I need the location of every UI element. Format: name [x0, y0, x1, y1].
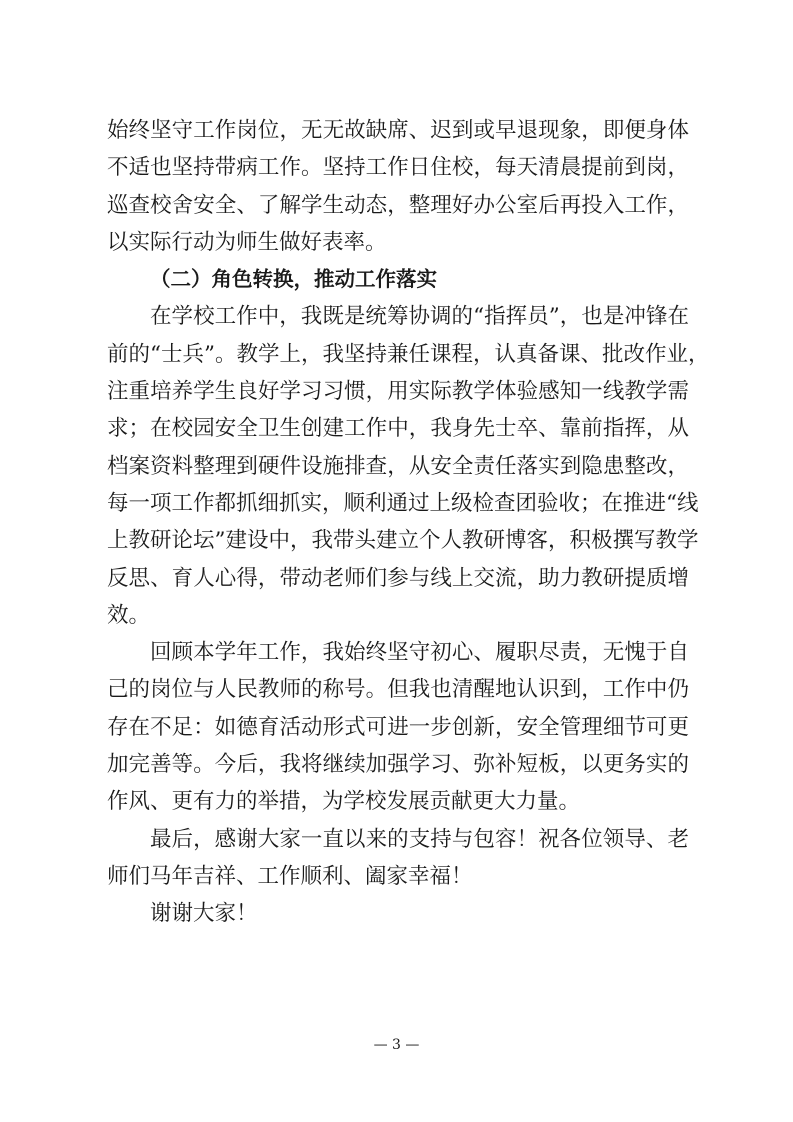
closing-line: 谢谢大家！: [150, 901, 258, 927]
text-line: 己的岗位与人民教师的称号。但我也清醒地认识到，工作中仍: [107, 677, 689, 703]
text-line: 效。: [107, 602, 151, 628]
text-line: 回顾本学年工作，我始终坚守初心、履职尽责，无愧于自: [150, 640, 689, 666]
text-line: 不适也坚持带病工作。坚持工作日住校，每天清晨提前到岗，: [107, 155, 689, 181]
paragraph-work-attendance: [107, 112, 689, 261]
text-line: 师们马年吉祥、工作顺利、阖家幸福！: [107, 863, 473, 889]
text-line: 前的“士兵”。教学上，我坚持兼任课程，认真备课、批改作业，: [107, 341, 710, 367]
text-line: 求；在校园安全卫生创建工作中，我身先士卒、靠前指挥，从: [107, 416, 689, 442]
text-line: 始终坚守工作岗位，无无故缺席、迟到或早退现象，即便身体: [107, 118, 689, 143]
paragraph-review: [107, 634, 689, 820]
paragraph-school-work: [107, 298, 710, 634]
text-line: 上教研论坛”建设中，我带头建立个人教研博客，积极撰写教学: [107, 528, 699, 554]
text-line: 作风、更有力的举措，为学校发展贡献更大力量。: [107, 789, 581, 815]
text-line: 存在不足：如德育活动形式可进一步创新，安全管理细节可更: [107, 714, 689, 740]
text-line: 在学校工作中，我既是统筹协调的“指挥员”，也是冲锋在: [150, 304, 689, 330]
text-line: 加完善等。今后，我将继续加强学习、弥补短板，以更务实的: [107, 752, 689, 778]
text-line: 注重培养学生良好学习习惯，用实际教学体验感知一线教学需: [107, 379, 689, 405]
text-line: 档案资料整理到硬件设施排查，从安全责任落实到隐患整改，: [107, 453, 689, 479]
text-line: 最后，感谢大家一直以来的支持与包容！祝各位领导、老: [150, 826, 689, 852]
page-number: — 3 —: [373, 1037, 420, 1053]
document-body: [107, 112, 710, 933]
paragraph-thanks: [107, 821, 689, 896]
text-line: 每一项工作都抓细抓实，顺利通过上级检查团验收；在推进“线: [107, 490, 699, 516]
section-heading-role-change: （二）角色转换，推动工作落实: [150, 267, 437, 292]
text-line: 反思、育人心得，带动老师们参与线上交流，助力教研提质增: [107, 565, 689, 591]
text-line: 巡查校舍安全、了解学生动态，整理好办公室后再投入工作，: [107, 192, 689, 218]
text-line: 以实际行动为师生做好表率。: [107, 229, 387, 255]
